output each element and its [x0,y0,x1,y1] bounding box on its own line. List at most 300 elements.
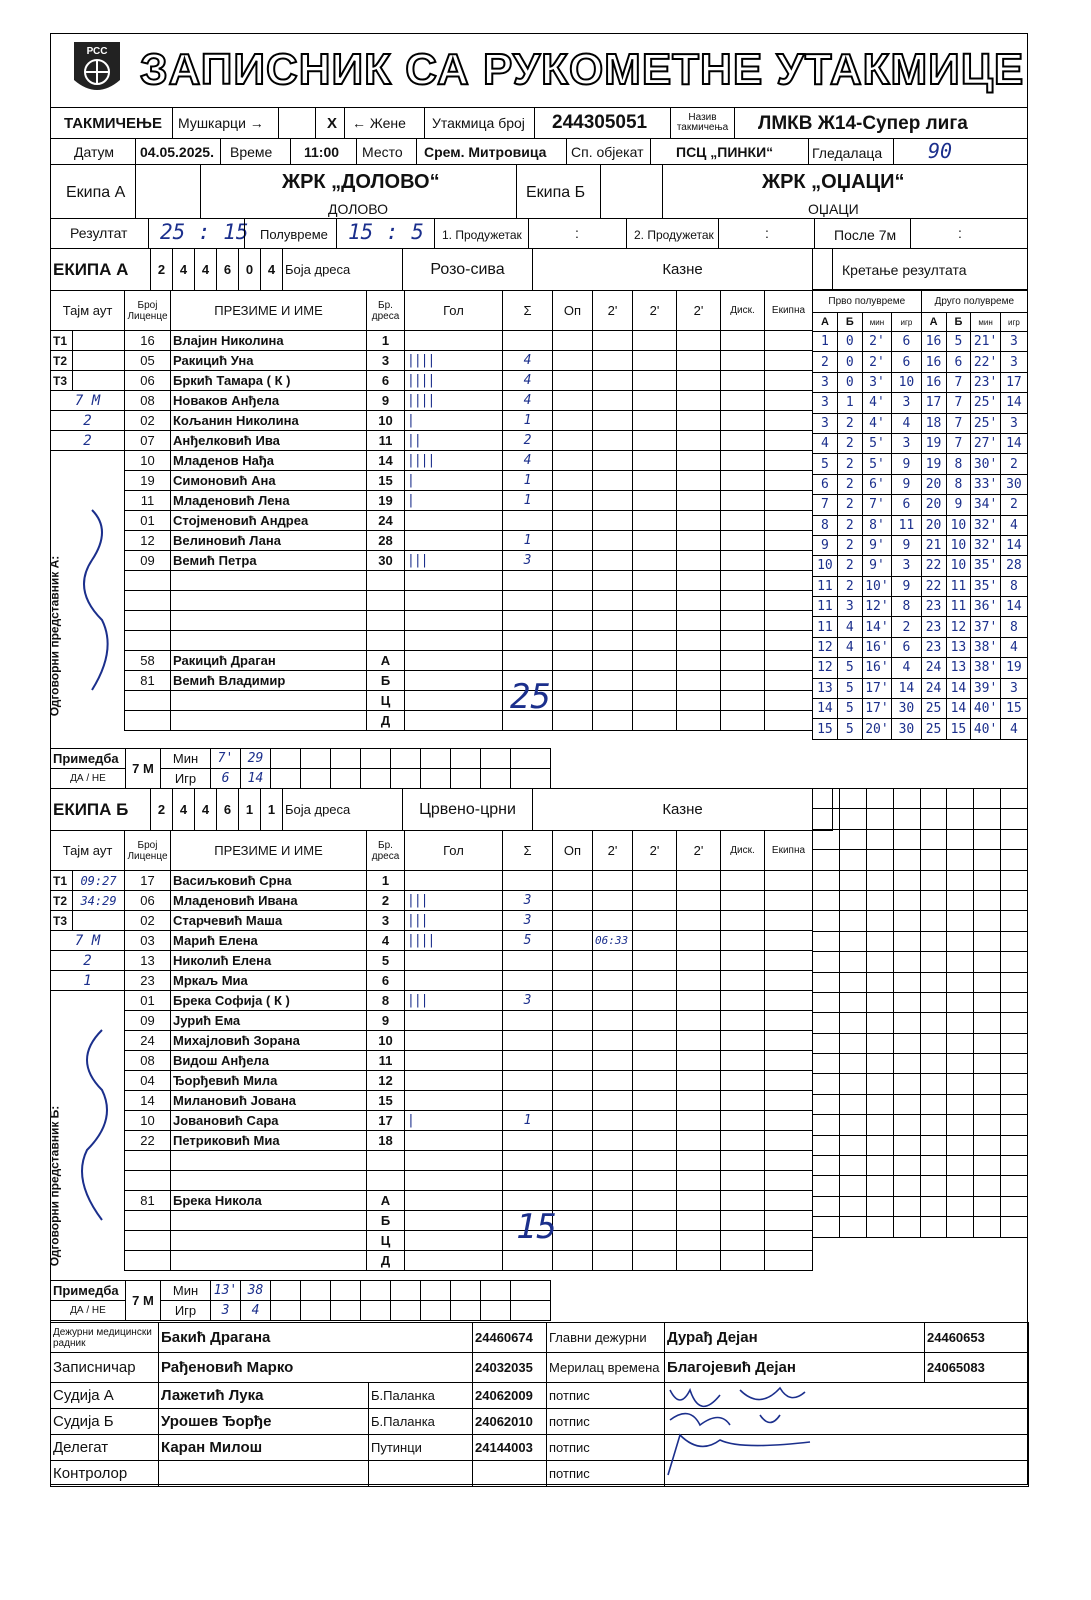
player-license: 09 [125,1011,171,1031]
progress-blank-cell [813,1013,840,1033]
spectators: 90 [928,139,953,163]
progress-first-cell: 3 [892,433,921,453]
progress-blank-cell [866,890,893,910]
two-min-3 [677,411,721,431]
progress-blank-cell [947,972,974,992]
player-number: 8 [367,991,405,1011]
progress-blank-cell [920,952,947,972]
side-mark: 2 [51,431,125,451]
ot1-colon: : [575,225,579,241]
progress-blank-cell [813,1074,840,1094]
player-number: 19 [367,491,405,511]
progress-first-cell: 5 [837,658,862,678]
progress-row [813,352,1028,372]
two-min-2 [633,891,677,911]
two-min-3 [677,691,721,711]
progress-second-cell: 16 [921,352,946,372]
progress-blank-cell [920,911,947,931]
progress-blank-cell [839,952,866,972]
progress-blank-cell [813,890,840,910]
progress-blank-cell [1001,809,1028,829]
progress-row [813,515,1028,535]
team-pen-cell [765,1111,813,1131]
progress-blank-cell [1001,1054,1028,1074]
progress-blank-cell [813,850,840,870]
player-number: 1 [367,331,405,351]
player-goals: |||| [405,351,503,371]
progress-blank-cell [947,789,974,809]
second-half-label: Друго полувреме [921,291,1027,313]
progress-first-cell: 10 [892,372,921,392]
player-name: Велиновић Лана [171,531,367,551]
blank-cell [633,591,677,611]
warning-cell [553,1131,593,1151]
svg-text:РСС: РСС [86,46,108,57]
progress-blank-cell [947,829,974,849]
warning-cell [553,1111,593,1131]
progress-first-cell: 2 [837,515,862,535]
progress-second-cell: 20 [921,474,946,494]
progress-second-cell: 22 [921,556,946,576]
progress-blank-cell [1001,1135,1028,1155]
progress-row [813,474,1028,494]
progress-second-cell: 4 [1000,637,1027,657]
player-goal-sum: 1 [503,531,553,551]
blank-cell [677,631,721,651]
player-name: Видош Анђела [171,1051,367,1071]
progress-second-cell: 20 [921,515,946,535]
progress-blank-cell [920,1074,947,1094]
two-min-3 [677,671,721,691]
disq-cell [721,1111,765,1131]
progress-second-cell: 8 [1000,617,1027,637]
disq-cell [721,491,765,511]
team_a-row [51,491,813,511]
team-b-code-4: 6 [217,789,239,831]
progress-second-cell: 35' [971,556,1000,576]
disq-cell [721,511,765,531]
warning-cell [553,991,593,1011]
warning-cell [553,1011,593,1031]
two-min-3 [677,711,721,731]
warning-cell [553,911,593,931]
player-goals: ||| [405,991,503,1011]
blank-cell [553,591,593,611]
team_b-row [51,991,813,1011]
blank-cell [633,1171,677,1191]
goal-header: Гол [405,291,503,331]
progress-blank-cell [920,972,947,992]
two-min-3 [677,1011,721,1031]
col-a-1: А [813,313,838,332]
side-blank [51,451,125,471]
team-b-title: ЕКИПА Б [51,789,151,831]
blank-cell [593,611,633,631]
progress-blank-cell [893,1135,920,1155]
player-name: Ракицић Уна [171,351,367,371]
blank-cell [765,571,813,591]
progress-blank-cell [813,931,840,951]
two-min-2 [633,511,677,531]
disq-cell [721,1131,765,1151]
progress-second-cell: 24 [921,678,946,698]
blank-cell [367,1151,405,1171]
goal-header-b: Гол [405,831,503,871]
name-header-b: ПРЕЗИМЕ И ИМЕ [171,831,367,871]
progress-second-cell: 4 [1000,515,1027,535]
progress-first-cell: 2 [837,454,862,474]
player-name: Милановић Јована [171,1091,367,1111]
player-goals: | [405,491,503,511]
team-pen-cell [765,671,813,691]
player-number: 15 [367,1091,405,1111]
team-pen-cell [765,1131,813,1151]
two-min-2 [633,491,677,511]
official-role: Б [367,671,405,691]
timeout-time [73,351,125,371]
progress-blank-cell [893,972,920,992]
two-min-1 [593,911,633,931]
progress-second-cell: 9 [946,495,971,515]
progress-first-cell: 9' [862,535,891,555]
progress-blank-cell [893,952,920,972]
official-role: А [367,1191,405,1211]
team_b-row [51,1171,813,1191]
two-min-1 [593,1211,633,1231]
player-goals [405,1011,503,1031]
scorer-lic: 24032035 [473,1353,547,1383]
col-a-2: А [921,313,946,332]
timeout-label: Т3 [51,911,73,931]
license-header: Број Лиценце [125,291,171,331]
team-pen-cell [765,991,813,1011]
progress-first-cell: 4 [837,617,862,637]
ot2-colon: : [765,225,769,241]
player-number: 6 [367,371,405,391]
disq-cell [721,1031,765,1051]
disq-cell [721,711,765,731]
progress-blank-cell [893,809,920,829]
progress-blank-cell [866,1115,893,1135]
player-goal-sum: 4 [503,371,553,391]
team_b-row [51,871,813,891]
progress-blank-cell [1001,890,1028,910]
progress-blank-cell [1001,1196,1028,1216]
team_b-row [51,931,813,951]
progress-second-cell: 23 [921,597,946,617]
player-name: Николић Елена [171,951,367,971]
progress-blank-cell [839,1033,866,1053]
two-min-1 [593,891,633,911]
progress-second-cell: 16 [921,332,946,352]
officials-signatures [660,1380,820,1480]
progress-second-cell: 6 [946,352,971,372]
two-min-2 [633,1071,677,1091]
official-role: А [367,651,405,671]
progress-second-cell: 21 [921,535,946,555]
team_a-row [51,351,813,371]
disq-cell [721,1051,765,1071]
progress-second-cell: 7 [946,393,971,413]
team-a-code-2: 4 [173,249,195,291]
official-name: Вемић Владимир [171,671,367,691]
two-min-2 [633,951,677,971]
progress-blank-cell [839,1013,866,1033]
team_a-row [51,611,813,631]
two-min-1 [593,1111,633,1131]
progress-second-cell: 15 [946,719,971,739]
team-b-kit-label: Боја дреса [283,789,403,831]
two-min-3 [677,1131,721,1151]
official-sum-cell [503,651,553,671]
player-number: 11 [367,431,405,451]
two-min-1 [593,531,633,551]
progress-first-cell: 15 [813,719,838,739]
progress-first-cell: 0 [837,352,862,372]
player-goal-sum [503,1071,553,1091]
progress-second-cell: 37' [971,617,1000,637]
player-license: 08 [125,391,171,411]
progress-first-cell: 9 [892,535,921,555]
player-goal-sum: 3 [503,551,553,571]
official-role: Д [367,711,405,731]
progress-blank-cell [893,1013,920,1033]
two-min-1 [593,1091,633,1111]
two-min-1: 06:33 [593,931,633,951]
time: 11:00 [304,144,340,160]
progress-blank-cell [947,911,974,931]
progress-blank-cell [813,1176,840,1196]
blank-cell [503,571,553,591]
progress-first-cell: 3 [892,556,921,576]
two-min-2 [633,671,677,691]
progress-second-cell: 10 [946,535,971,555]
blank-cell [171,591,367,611]
team_b-row [51,1031,813,1051]
warning-cell [553,671,593,691]
men-label: Мушкарци → [178,115,264,131]
two-min-3 [677,991,721,1011]
two-min-3 [677,1051,721,1071]
progress-first-cell: 10' [862,576,891,596]
ot2-label: 2. Продужетак [634,228,714,242]
timeout-time [73,371,125,391]
blank-cell [721,1171,765,1191]
team_a-row [51,331,813,351]
player-goal-sum: 5 [503,931,553,951]
progress-first-cell: 16' [862,637,891,657]
progress-blank-cell [893,850,920,870]
team_a-row [51,431,813,451]
progress-blank-cell [974,850,1001,870]
team-b-7m-min-1: 13' [211,1281,241,1301]
date: 04.05.2025. [140,144,214,160]
progress-blank-cell [839,1074,866,1094]
progress-blank-cell [893,1074,920,1094]
official-name [171,1211,367,1231]
progress-blank-cell [839,1217,866,1237]
blank-cell [405,1171,503,1191]
player-goal-sum [503,871,553,891]
progress-blank-cell [974,1176,1001,1196]
player-goals [405,511,503,531]
team-a-7m-igr-1: 6 [211,769,241,789]
spectators-label: Гледалаца [812,145,883,161]
disq-cell [721,1191,765,1211]
two-min-2 [633,331,677,351]
timeout-header: Тајм аут [51,291,125,331]
progress-first-cell: 2 [892,617,921,637]
warning-cell [553,1051,593,1071]
progress-second-cell: 21' [971,332,1000,352]
progress-blank-cell [1001,829,1028,849]
team_b-row [51,1251,813,1271]
progress-blank-cell [893,1094,920,1114]
progress-second-cell: 5 [946,332,971,352]
progress-blank-cell [920,1176,947,1196]
progress-row [813,372,1028,392]
team-a-rep-signature [62,500,122,700]
disq-cell [721,331,765,351]
team-pen-cell [765,1251,813,1271]
jersey-header: Бр. дреса [367,291,405,331]
progress-first-cell: 14 [892,678,921,698]
progress-blank-cell [866,992,893,1012]
team-pen-cell [765,871,813,891]
progress-second-cell: 8 [946,454,971,474]
progress-blank-cell [974,870,1001,890]
col-igr-1: игр [892,313,921,332]
progress-blank-cell [947,1013,974,1033]
two-min-1 [593,491,633,511]
team-pen-cell [765,1071,813,1091]
blank-cell [553,571,593,591]
player-number: 24 [367,511,405,531]
player-number: 5 [367,951,405,971]
team_a-row [51,631,813,651]
team-a-7m-label: 7 М [126,749,161,789]
team-b-total: 15 [516,1207,557,1247]
team-pen-cell [765,931,813,951]
two-min-1 [593,691,633,711]
timeout-time: 09:27 [73,871,125,891]
women-label: ← Жене [352,115,406,131]
progress-first-cell: 0 [837,332,862,352]
progress-blank-cell [947,850,974,870]
official-name [171,1251,367,1271]
progress-second-cell: 32' [971,515,1000,535]
progress-first-cell: 2 [837,433,862,453]
progress-blank-cell [947,1115,974,1135]
player-name: Младенов Нађа [171,451,367,471]
progress-row [813,678,1028,698]
two-min-1 [593,1011,633,1031]
team-pen-cell [765,711,813,731]
progress-first-cell: 17' [862,678,891,698]
player-goal-sum [503,1131,553,1151]
progress-row [813,393,1028,413]
two-min-header-2: 2' [633,291,677,331]
progress-second-cell: 18 [921,413,946,433]
blank-cell [765,631,813,651]
progress-first-cell: 2 [837,495,862,515]
progress-second-cell: 40' [971,699,1000,719]
timeout-header-b: Тајм аут [51,831,125,871]
progress-blank-cell [947,1054,974,1074]
two-min-2 [633,1211,677,1231]
scorer-label: Записничар [51,1353,159,1383]
team_b-row [51,1131,813,1151]
progress-second-cell: 7 [946,413,971,433]
progress-blank-cell [813,952,840,972]
team-pen-cell [765,1191,813,1211]
progress-blank-cell [866,1094,893,1114]
team_b-row [51,1091,813,1111]
player-name: Бркић Тамара ( К ) [171,371,367,391]
team-b-7m-min-label: Мин [161,1281,211,1301]
team_b-row [51,1191,813,1211]
player-goal-sum [503,1031,553,1051]
blank-cell [721,631,765,651]
team-pen-cell [765,391,813,411]
team-b-yes-no: ДА / НЕ [51,1301,126,1321]
progress-second-cell: 13 [946,637,971,657]
team-b-7m-label: 7 М [126,1281,161,1321]
timeout-label: Т1 [51,871,73,891]
progress-first-cell: 3' [862,372,891,392]
team-b-code-5: 1 [239,789,261,831]
disq-cell [721,991,765,1011]
side-blank [51,1231,125,1251]
player-goals: | [405,471,503,491]
player-goal-sum [503,951,553,971]
warning-cell [553,391,593,411]
team-b-7m-igr-1: 3 [211,1301,241,1321]
progress-second-cell: 11 [946,576,971,596]
team-pen-cell [765,451,813,471]
player-number: 28 [367,531,405,551]
player-number: 14 [367,451,405,471]
progress-blank-cell [1001,952,1028,972]
progress-blank-cell [974,992,1001,1012]
progress-row [813,556,1028,576]
timeout-label: Т2 [51,351,73,371]
two-min-2 [633,991,677,1011]
two-min-1 [593,431,633,451]
player-license: 13 [125,951,171,971]
ref-a-name: Лажетић Лука [159,1383,369,1409]
progress-first-cell: 3 [892,393,921,413]
two-min-2 [633,1191,677,1211]
progress-blank-cell [866,1156,893,1176]
player-license: 22 [125,1131,171,1151]
progress-blank-cell [866,1135,893,1155]
team-pen-cell [765,1231,813,1251]
player-name: Новаков Анђела [171,391,367,411]
blank-cell [125,631,171,651]
progress-blank-cell [974,972,1001,992]
first-half-label: Прво полувреме [813,291,922,313]
player-goals: | [405,411,503,431]
disq-cell [721,671,765,691]
progress-second-cell: 25' [971,393,1000,413]
progress-blank-cell [974,1156,1001,1176]
progress-first-cell: 5 [837,678,862,698]
player-name: Михајловић Зорана [171,1031,367,1051]
progress-blank-cell [974,1074,1001,1094]
two-min-2 [633,551,677,571]
player-number: 6 [367,971,405,991]
